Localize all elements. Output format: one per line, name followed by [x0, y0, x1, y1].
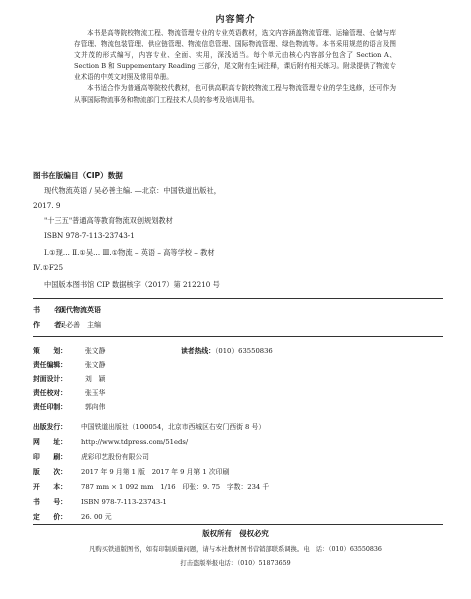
proofreader-value: 张玉华: [85, 389, 106, 397]
piracy-hotline: 打击盗版举报电话：（010）51873659: [180, 560, 291, 567]
isbn-row: [33, 496, 167, 506]
printer-label: 印 刷：: [33, 453, 67, 461]
cip-line: "十三五"普通高等教育物流双创规划教材: [44, 216, 173, 225]
author-value: 吴必善 主编: [59, 321, 101, 329]
website-value: http://www.tdpress.com/51eds/: [81, 438, 189, 446]
price-row: [33, 511, 112, 521]
website-row: [33, 436, 188, 446]
printer-row: [33, 451, 149, 461]
cover-designer-value: 刘 颖: [85, 375, 106, 383]
isbn-value: ISBN 978-7-113-23743-1: [81, 498, 167, 506]
hotline-value: （010）63550836: [214, 347, 273, 355]
cover-designer-label: 封面设计：: [33, 375, 67, 383]
publisher-label: 出版发行：: [33, 423, 67, 431]
cip-line: 2017. 9: [33, 201, 61, 210]
cip-heading: 图书在版编目（CIP）数据: [33, 171, 123, 180]
editor-row: [33, 359, 105, 369]
divider: [33, 524, 443, 525]
hotline-label: 读者热线：: [181, 347, 215, 355]
format-label: 开 本：: [33, 483, 67, 491]
divider: [33, 336, 443, 337]
isbn-label: 书 号：: [33, 498, 67, 506]
cip-classification: Ⅳ.①F25: [33, 263, 64, 272]
publisher-row: [33, 421, 265, 431]
print-supervisor-row: [33, 401, 105, 411]
format-row: [33, 481, 269, 491]
cip-line: 现代物流英语 / 吴必善主编. —北京：中国铁道出版社，: [44, 186, 221, 195]
editor-label: 责任编辑：: [33, 361, 67, 369]
publisher-value: 中国铁道出版社（100054，北京市西城区右安门西街 8 号）: [81, 423, 266, 431]
rights-statement: 版权所有 侵权必究: [202, 529, 269, 538]
print-supervisor-label: 责任印制：: [33, 403, 67, 411]
book-title-value: 现代物流英语: [59, 306, 101, 314]
book-title-row: [33, 305, 101, 315]
book-title-label: 书 名：: [33, 306, 68, 314]
edition-label: 版 次：: [33, 468, 67, 476]
planner-row: [33, 345, 273, 355]
author-row: [33, 320, 101, 330]
summary-paragraph: 本书适合作为普通高等院校代教材，也可供高职高专院校物流工程与物流管理专业的学生选修，还可作为从事国际物流事务和物流部门工程技术人员的参考及培训用书。: [74, 84, 396, 104]
summary-paragraph: 本书是高等院校物流工程、物流管理专业的专业英语教材，选文内容涵盖物流管理、运输管理、仓储与库存管理、物流包装管理、供应链管理、物流信息管理、国际物流管理、绿色物流等。本书采用规范的语言及图文并茂的形式编写，内容专业、全面、实用，深浅适当。每个单元由核心内容部分包含了 Section A、Section B 和 Suppementary Reading 三部分，尾文附有生词注释，课后附有相关练习。附录提供了物流专业术语的中英文对照及常用单册。: [74, 29, 396, 82]
printer-value: 虎彩印艺股份有限公司: [81, 453, 149, 461]
proofreader-label: 责任校对：: [33, 389, 67, 397]
website-label: 网 址：: [33, 438, 67, 446]
edition-value: 2017 年 9 月第 1 版 2017 年 9 月第 1 次印刷: [81, 468, 230, 476]
cip-classification: Ⅰ.①现… Ⅱ.①吴… Ⅲ.①物流 – 英语 – 高等学校 – 教材: [44, 248, 215, 257]
print-supervisor-value: 郭向伟: [85, 403, 106, 411]
cip-isbn: ISBN 978-7-113-23743-1: [44, 231, 135, 240]
summary-title: 内容简介: [215, 15, 256, 25]
edition-row: [33, 466, 229, 476]
summary-text: [74, 28, 396, 106]
planner-value: 张文静: [85, 347, 106, 355]
planner-label: 策 划：: [33, 347, 67, 355]
editor-value: 张文静: [85, 361, 106, 369]
price-label: 定 价：: [33, 513, 67, 521]
divider: [33, 298, 443, 299]
format-value: 787 mm × 1 092 mm 1/16 印张：9. 75 字数：234 千: [81, 483, 270, 491]
quality-notice: 凡购买铁道版图书，如有印制质量问题，请与本社教材图书营销部联系调换。电 话：（010）63550836: [89, 546, 382, 553]
proofreader-row: [33, 387, 105, 397]
author-label: 作 者：: [33, 321, 68, 329]
cover-designer-row: [33, 373, 105, 383]
price-value: 26. 00 元: [81, 513, 112, 521]
cip-record-number: 中国版本图书馆 CIP 数据核字（2017）第 212210 号: [44, 280, 220, 289]
